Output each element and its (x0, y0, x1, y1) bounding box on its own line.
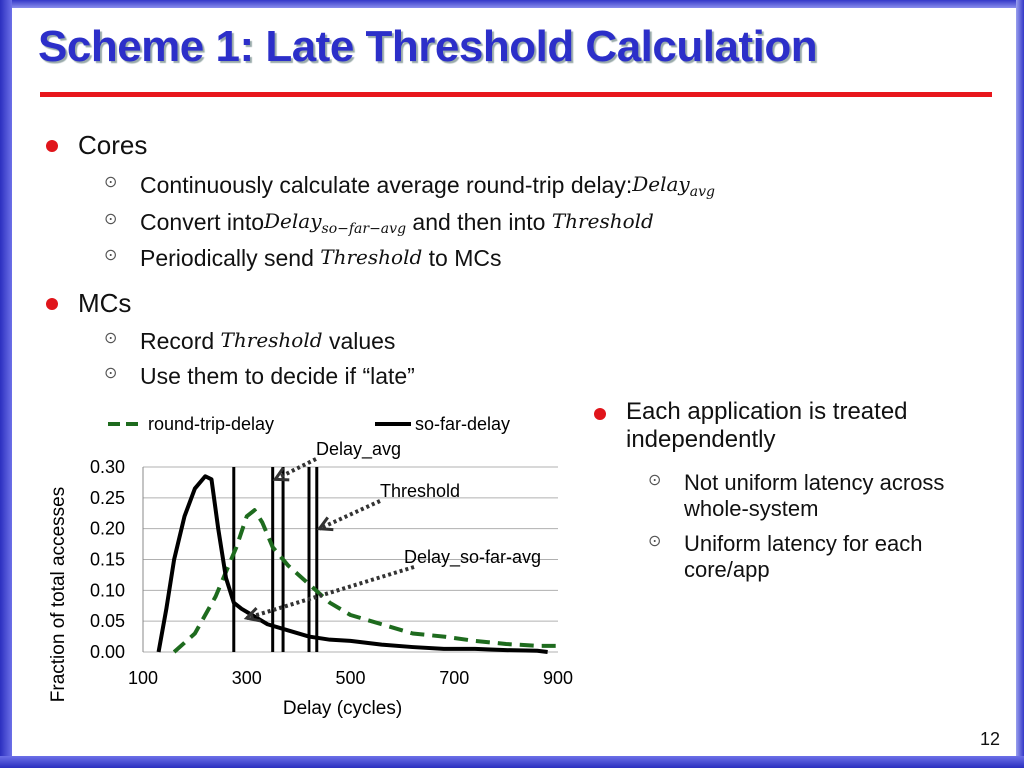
cores-sub-1 (104, 172, 715, 200)
mcs-sub-2 (104, 363, 415, 390)
cores-sub-2-text2: and then into (406, 209, 552, 235)
y-tick-label: 0.00 (89, 642, 125, 662)
delay-distribution-chart (0, 405, 600, 735)
slide-frame-bottom (0, 756, 1024, 768)
bullet-mcs (46, 288, 131, 319)
bullet-cores (46, 130, 147, 161)
y-tick-label: 0.15 (89, 549, 125, 570)
y-tick-label: 0.25 (89, 487, 125, 508)
x-tick-label: 900 (542, 668, 574, 688)
cores-sub-2-math: Delay$_{so-far-avg}$ (264, 209, 407, 237)
circle-dot-icon: ⊙ (104, 247, 118, 264)
y-tick-label: 0.05 (89, 611, 125, 632)
cores-sub-1-text: Continuously calculate average round-trip delay: (140, 172, 633, 198)
bullet-dot-icon (46, 140, 58, 152)
cores-sub-3-math: Threshold (320, 245, 423, 269)
x-axis-label: Delay (cycles) (282, 698, 403, 719)
y-tick-label: 0.10 (89, 580, 125, 601)
cores-sub-2-math2: Threshold (551, 209, 654, 233)
page-number: 12 (979, 729, 1000, 749)
mcs-sub-1-text: Record (140, 328, 221, 354)
mcs-sub-1 (104, 328, 395, 355)
x-tick-label: 500 (335, 668, 366, 688)
annotation-label: Delay_avg (316, 439, 402, 459)
circle-dot-icon: ⊙ (104, 365, 118, 382)
annotation-arrowhead (319, 517, 333, 529)
y-tick-label: 0.30 (89, 457, 125, 477)
annotation-label: Delay_so-far-avg (404, 547, 542, 567)
legend-label: so-far-delay (415, 414, 511, 434)
right-sub-1-text: Not uniform latency across whole-system (684, 470, 945, 521)
title-underline (40, 92, 992, 97)
mcs-sub-1-math: Threshold (220, 328, 323, 352)
bullet-right-label: Each application is treated independently (626, 398, 908, 453)
cores-sub-2 (104, 209, 654, 237)
legend-label: round-trip-delay (148, 414, 275, 434)
y-tick-label: 0.20 (89, 518, 125, 539)
chart-annotations (247, 439, 541, 621)
circle-dot-icon: ⊙ (648, 472, 662, 489)
annotation-arrow (319, 501, 380, 529)
slide-frame-right (1016, 0, 1024, 768)
bullet-mcs-label: MCs (78, 288, 132, 318)
mcs-sub-2-text: Use them to decide if “late” (140, 363, 415, 389)
right-sub-1 (648, 470, 998, 522)
slide-frame-top (0, 0, 1024, 8)
bullet-cores-label: Cores (78, 130, 148, 160)
right-sub-2-text: Uniform latency for each core/app (684, 531, 923, 582)
circle-dot-icon: ⊙ (648, 533, 662, 550)
bullet-dot-icon (46, 298, 58, 310)
circle-dot-icon: ⊙ (104, 211, 118, 228)
mcs-sub-1-text2: values (322, 328, 396, 354)
right-sub-2 (648, 531, 998, 583)
chart-legend (108, 414, 510, 434)
slide-title: Scheme 1: Late Threshold Calculation (38, 22, 818, 71)
cores-sub-3-text2: to MCs (422, 245, 502, 271)
chart-axes (48, 457, 573, 719)
annotation-label: Threshold (380, 481, 461, 501)
x-tick-label: 700 (439, 668, 470, 688)
cores-sub-3-text: Periodically send (140, 245, 321, 271)
cores-sub-3 (104, 245, 502, 272)
circle-dot-icon: ⊙ (104, 174, 118, 191)
cores-sub-2-text: Convert into (140, 209, 265, 235)
cores-sub-1-math: Delay$_{avg}$ (632, 172, 715, 200)
circle-dot-icon: ⊙ (104, 330, 118, 347)
bullet-right (594, 398, 994, 454)
x-tick-label: 100 (127, 668, 159, 688)
x-tick-label: 300 (231, 668, 262, 688)
y-axis-label: Fraction of total accesses (48, 486, 69, 703)
